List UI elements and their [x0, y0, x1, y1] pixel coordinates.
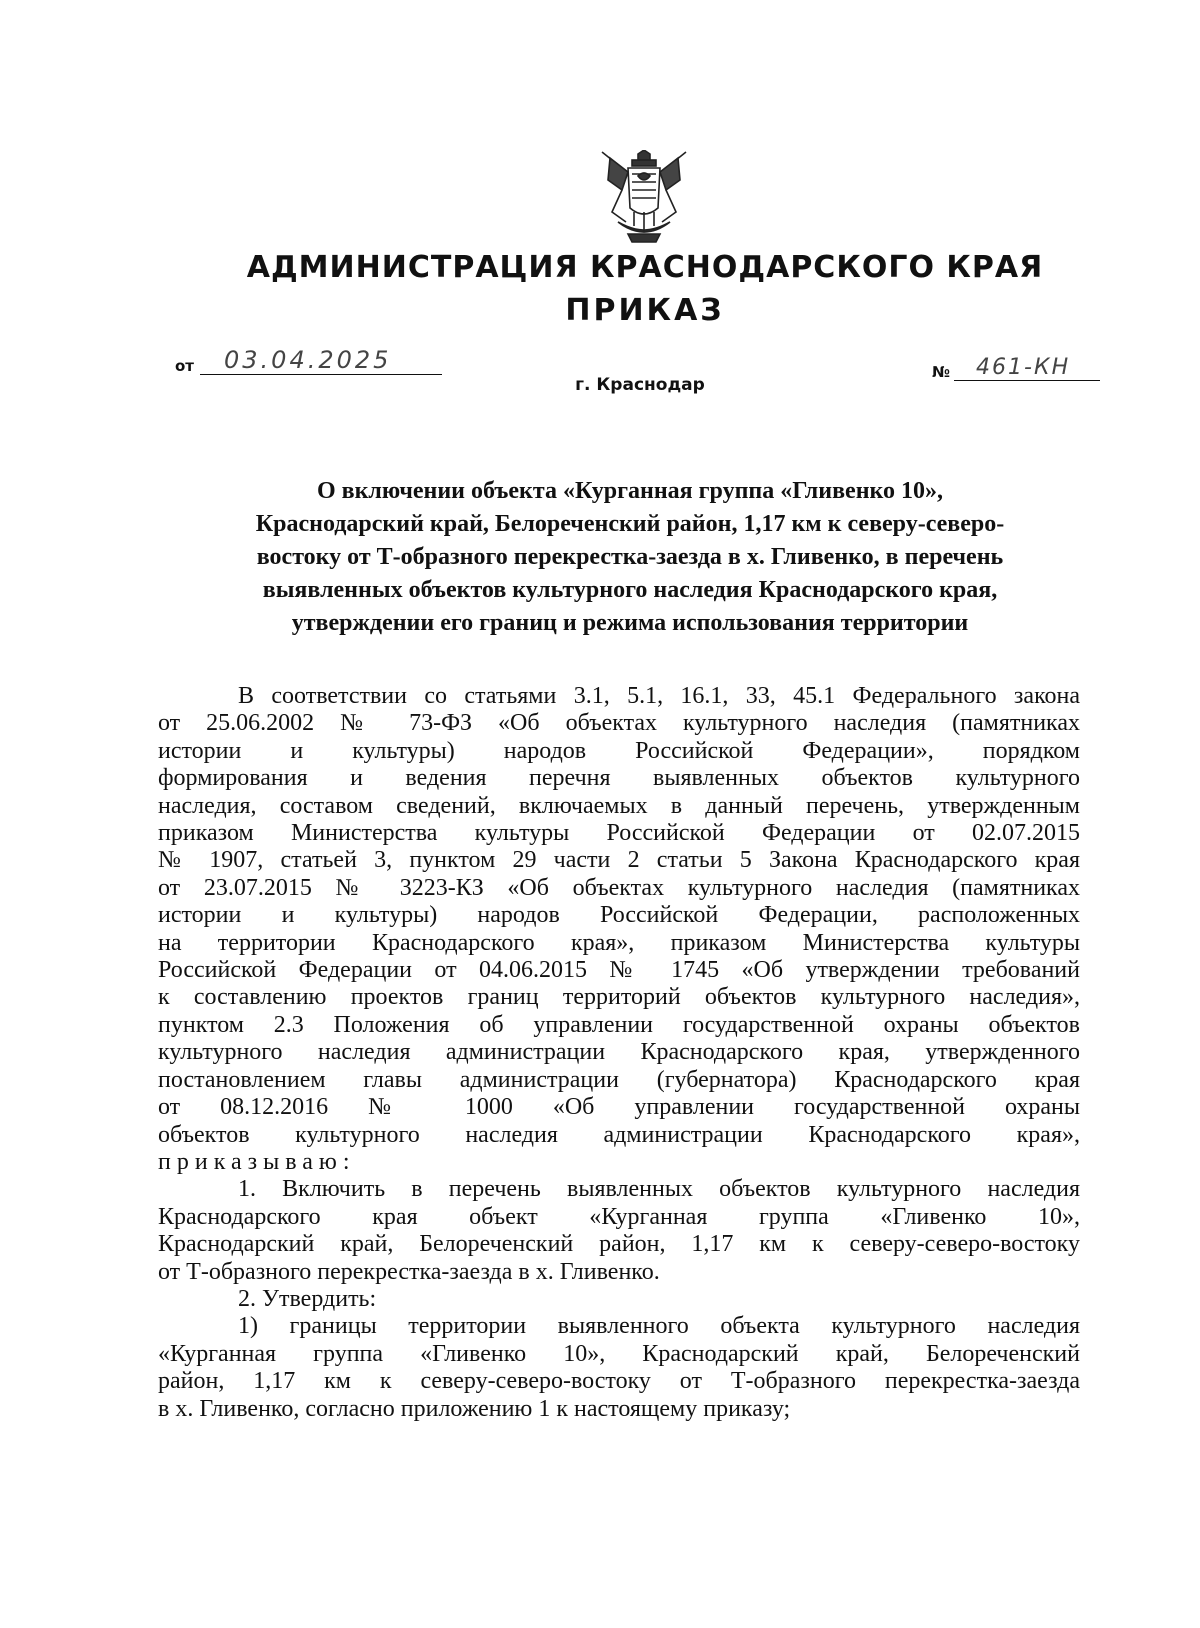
city: г. Краснодар — [575, 375, 705, 395]
date-value: 03.04.2025 — [224, 346, 392, 374]
preamble-line: Российской Федерации от 04.06.2015 № 1745 «Об утверждении требований — [158, 957, 1080, 984]
item2-sub1-line: «Курганная группа «Гливенко 10», Краснодарский край, Белореченский — [158, 1340, 1080, 1367]
preamble-line: формирования и ведения перечня выявленных объектов культурного — [158, 765, 1080, 792]
preamble-line: от 23.07.2015 № 3223-КЗ «Об объектах культурного наследия (памятниках — [158, 874, 1080, 901]
order-word: приказываю: — [158, 1148, 356, 1175]
preamble-line: истории и культуры) народов Российской Федерации», порядком — [158, 737, 1080, 764]
preamble-line: от 25.06.2002 № 73-ФЗ «Об объектах культурного наследия (памятниках — [158, 710, 1080, 737]
preamble-line: наследия, составом сведений, включаемых в данный перечень, утвержденным — [158, 792, 1080, 819]
item1-line: Краснодарский край, Белореченский район, 1,17 км к северу-северо-востоку — [158, 1231, 1080, 1258]
preamble-line: № 1907, статьей 3, пунктом 29 части 2 статьи 5 Закона Краснодарского края — [158, 847, 1080, 874]
item2-sub1-line: в х. Гливенко, согласно приложению 1 к настоящему приказу; — [158, 1395, 791, 1422]
preamble-line: объектов культурного наследия администрации Краснодарского края», — [158, 1121, 1080, 1148]
krasnodar-coat-of-arms-icon — [598, 150, 690, 246]
preamble-line: к составлению проектов границ территорий объектов культурного наследия», — [158, 984, 1080, 1011]
date-label: от — [175, 357, 194, 375]
document-type: ПРИКАЗ — [565, 293, 725, 328]
item1-line: от Т-образного перекрестка-заезда в х. Гливенко. — [158, 1258, 660, 1285]
number-label: № — [932, 363, 951, 381]
subject-line: востоку от Т-образного перекрестка-заезда в х. Гливенко, в перечень — [256, 544, 1004, 570]
item1-line: Краснодарского края объект «Курганная группа «Гливенко 10», — [158, 1203, 1080, 1230]
coat-of-arms-emblem — [598, 150, 690, 246]
preamble-line: постановлением главы администрации (губернатора) Краснодарского края — [158, 1066, 1080, 1093]
subject-line: выявленных объектов культурного наследия Краснодарского края, — [262, 577, 998, 603]
date-field — [175, 346, 442, 375]
item2-sub1-line: район, 1,17 км к северу-северо-востоку от Т-образного перекрестка-заезда — [158, 1368, 1080, 1395]
preamble-line: культурного наследия администрации Краснодарского края, утвержденного — [158, 1039, 1080, 1066]
subject-line: О включении объекта «Курганная группа «Гливенко 10», — [316, 478, 944, 504]
item2-heading: 2. Утвердить: — [238, 1285, 377, 1312]
subject-line: утверждении его границ и режима использования территории — [291, 610, 969, 636]
preamble-line: от 08.12.2016 № 1000 «Об управлении государственной охраны — [158, 1094, 1080, 1121]
date-underline — [200, 346, 442, 375]
document-subject — [190, 475, 1070, 640]
item1-line: 1. Включить в перечень выявленных объектов культурного наследия — [238, 1176, 1080, 1203]
subject-line: Краснодарский край, Белореченский район, 1,17 км к северу-северо- — [255, 511, 1005, 537]
preamble-line: пунктом 2.3 Положения об управлении государственной охраны объектов — [158, 1011, 1080, 1038]
preamble-line: на территории Краснодарского края», приказом Министерства культуры — [158, 929, 1080, 956]
document-body — [158, 683, 1080, 1423]
preamble-line: приказом Министерства культуры Российской Федерации от 02.07.2015 — [158, 820, 1080, 847]
number-value: 461-КН — [976, 355, 1071, 380]
item2-sub1-line: 1) границы территории выявленного объекта культурного наследия — [238, 1313, 1080, 1340]
preamble-line: истории и культуры) народов Российской Федерации, расположенных — [158, 902, 1080, 929]
preamble-line: В соответствии со статьями 3.1, 5.1, 16.1, 33, 45.1 Федерального закона — [238, 683, 1080, 709]
organization-name: АДМИНИСТРАЦИЯ КРАСНОДАРСКОГО КРАЯ — [246, 250, 1044, 285]
